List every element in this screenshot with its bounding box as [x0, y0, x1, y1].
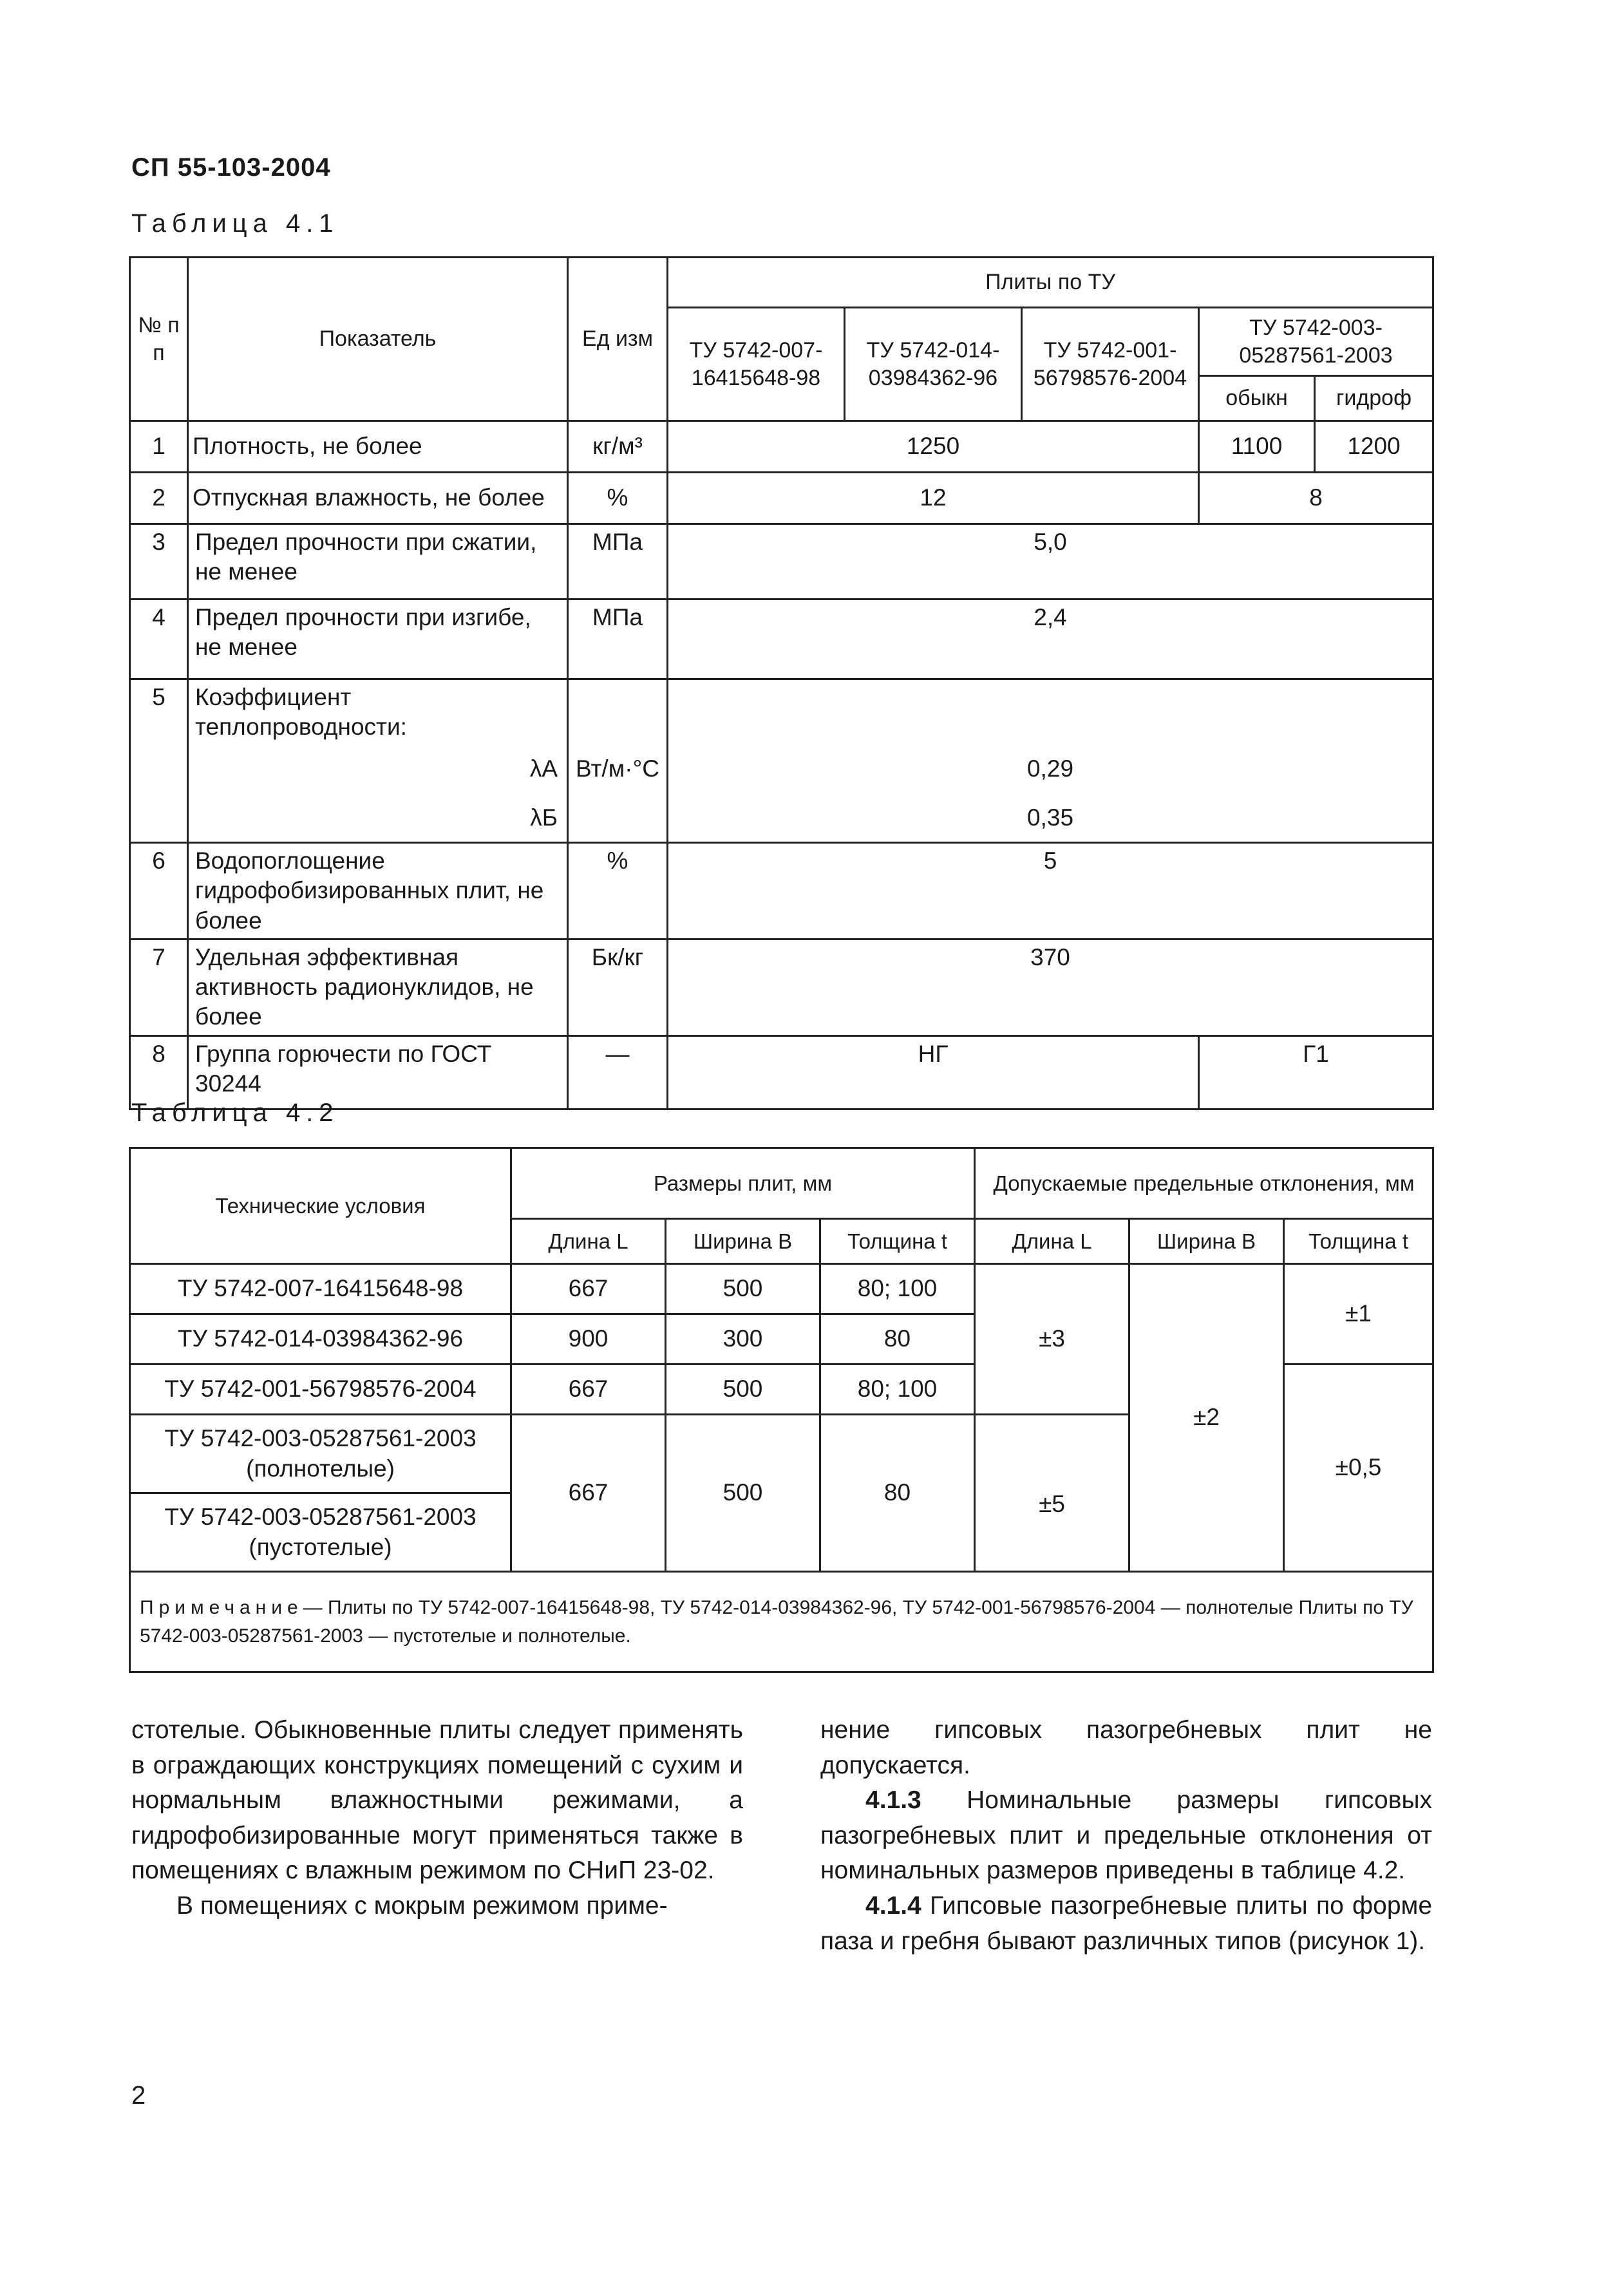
header-tu4-hydrophobic: гидроф	[1315, 376, 1433, 421]
table-note	[130, 1572, 1433, 1672]
header-indicator: Показатель	[188, 258, 568, 421]
table-row	[130, 600, 1433, 679]
body-paragraph: нение гипсовых пазогребневых плит не допускается.	[820, 1716, 1432, 1779]
row-num: 2	[130, 473, 188, 524]
row-width: 300	[666, 1314, 820, 1365]
row-thickness: 80; 100	[820, 1365, 975, 1415]
row-value-tu4: Г1	[1199, 1035, 1433, 1109]
clause-text: Номинальные размеры гипсовых пазогребневых плит и предельные отклонения от номинальных размеров приведены в таблице 4.2.	[820, 1786, 1432, 1885]
header-tech-conditions: Технические условия	[130, 1148, 511, 1264]
document-code: СП 55-103-2004	[131, 153, 331, 182]
row-unit: Вт/м·°С	[568, 745, 668, 794]
row-value: НГ	[668, 1035, 1199, 1109]
row-value: 2,4	[668, 600, 1433, 679]
lambda-a-symbol: λА	[188, 745, 568, 794]
row-length: 667	[511, 1264, 666, 1314]
row-num-blank	[130, 794, 188, 843]
clause-text: Гипсовые пазогребневые плиты по форме паза и гребня бывают различных типов (рисунок 1).	[820, 1891, 1433, 1955]
clause-number: 4.1.3	[865, 1786, 921, 1815]
row-width-merged: 500	[666, 1415, 820, 1572]
row-width: 500	[666, 1264, 820, 1314]
header-length: Длина L	[511, 1219, 666, 1264]
row-thickness-merged: 80	[820, 1415, 975, 1572]
body-paragraph: В помещениях с мокрым режимом приме-	[176, 1891, 668, 1920]
row-tu: ТУ 5742-003-05287561-2003 (пустотелые)	[130, 1493, 511, 1572]
tol-thickness-a: ±1	[1284, 1264, 1433, 1365]
row-indicator: Удельная эффективная активность радионуклидов, не более	[188, 939, 568, 1035]
tol-length-a: ±3	[975, 1264, 1129, 1415]
tol-length-b: ±5	[975, 1415, 1129, 1572]
row-tu: ТУ 5742-014-03984362-96	[130, 1314, 511, 1365]
row-indicator: Группа горючести по ГОСТ 30244	[188, 1035, 568, 1109]
row-value: 5	[668, 843, 1433, 940]
row-num: 5	[130, 679, 188, 745]
row-unit: МПа	[568, 524, 668, 600]
row-value-blank	[668, 679, 1433, 745]
table-row	[130, 473, 1433, 524]
body-right-column	[820, 1713, 1432, 1959]
clause-4-1-4	[820, 1889, 1432, 1959]
header-tu4-ordinary: обыкн	[1199, 376, 1315, 421]
row-num: 7	[130, 939, 188, 1035]
header-tu4: ТУ 5742-003-05287561-2003	[1199, 308, 1433, 376]
header-tu1: ТУ 5742-007-16415648-98	[668, 308, 845, 421]
row-tu: ТУ 5742-003-05287561-2003 (полнотелые)	[130, 1415, 511, 1493]
row-indicator: Плотность, не более	[188, 421, 568, 473]
table-row	[130, 1264, 1433, 1314]
row-num: 1	[130, 421, 188, 473]
table-row	[130, 1035, 1433, 1109]
header-tolerances: Допускаемые предельные отклонения, мм	[975, 1148, 1433, 1219]
row-unit: МПа	[568, 600, 668, 679]
row-indicator: Предел прочности при сжатии, не менее	[188, 524, 568, 600]
table-row	[130, 745, 1433, 794]
note-label: Примечание	[140, 1597, 303, 1618]
row-num: 3	[130, 524, 188, 600]
lambda-b-symbol: λБ	[188, 794, 568, 843]
lambda-b-value: 0,35	[668, 794, 1433, 843]
row-unit: кг/м³	[568, 421, 668, 473]
row-value: 1250	[668, 421, 1199, 473]
body-paragraph: стотелые. Обыкновенные плиты следует применять в ограждающих конструкциях помещений с сухим и нормальным влажностными режимами, а гидрофобизированные могут применяться также в помещениях с влажным режимом по СНиП 23-02.	[131, 1716, 743, 1885]
row-unit: Бк/кг	[568, 939, 668, 1035]
header-tol-length: Длина L	[975, 1219, 1129, 1264]
row-value-tu4: 8	[1199, 473, 1433, 524]
row-tu: ТУ 5742-007-16415648-98	[130, 1264, 511, 1314]
body-left-column	[131, 1713, 743, 1924]
header-width: Ширина B	[666, 1219, 820, 1264]
row-value: 370	[668, 939, 1433, 1035]
row-unit-blank	[568, 794, 668, 843]
row-value: 12	[668, 473, 1199, 524]
clause-4-1-3	[820, 1783, 1432, 1889]
header-tol-width: Ширина B	[1129, 1219, 1284, 1264]
row-thickness: 80	[820, 1314, 975, 1365]
clause-number: 4.1.4	[865, 1891, 921, 1920]
row-unit: %	[568, 473, 668, 524]
row-indicator: Предел прочности при изгибе, не менее	[188, 600, 568, 679]
row-num-blank	[130, 745, 188, 794]
row-indicator: Водопоглощение гидрофобизированных плит, не более	[188, 843, 568, 940]
page-number: 2	[131, 2081, 146, 2110]
row-length: 900	[511, 1314, 666, 1365]
row-indicator: Отпускная влажность, не более	[188, 473, 568, 524]
tol-width: ±2	[1129, 1264, 1284, 1572]
row-length: 667	[511, 1365, 666, 1415]
header-thickness: Толщина t	[820, 1219, 975, 1264]
table2-caption: Таблица 4.2	[131, 1099, 339, 1127]
header-tol-thickness: Толщина t	[1284, 1219, 1433, 1264]
lambda-a-value: 0,29	[668, 745, 1433, 794]
table-4-1	[129, 256, 1434, 1110]
table-row	[130, 524, 1433, 600]
row-unit: %	[568, 843, 668, 940]
row-value: 5,0	[668, 524, 1433, 600]
header-tu3: ТУ 5742-001-56798576-2004	[1022, 308, 1199, 421]
header-plates-group: Плиты по ТУ	[668, 258, 1433, 308]
row-value-hydrophobic: 1200	[1315, 421, 1433, 473]
table-row	[130, 794, 1433, 843]
header-num: № п п	[130, 258, 188, 421]
table-row	[130, 843, 1433, 940]
row-tu: ТУ 5742-001-56798576-2004	[130, 1365, 511, 1415]
header-tu2: ТУ 5742-014-03984362-96	[845, 308, 1022, 421]
row-width: 500	[666, 1365, 820, 1415]
row-length-merged: 667	[511, 1415, 666, 1572]
table-note-row	[130, 1572, 1433, 1672]
row-thickness: 80; 100	[820, 1264, 975, 1314]
row-indicator: Коэффициент теплопроводности:	[188, 679, 568, 745]
row-num: 4	[130, 600, 188, 679]
header-unit: Ед изм	[568, 258, 668, 421]
table-row	[130, 679, 1433, 745]
table-row	[130, 939, 1433, 1035]
row-unit: —	[568, 1035, 668, 1109]
table-4-2	[129, 1147, 1434, 1673]
header-sizes: Размеры плит, мм	[511, 1148, 975, 1219]
row-num: 8	[130, 1035, 188, 1109]
row-unit-blank	[568, 679, 668, 745]
table1-caption: Таблица 4.1	[131, 209, 339, 238]
row-value-ordinary: 1100	[1199, 421, 1315, 473]
table-row	[130, 421, 1433, 473]
note-text: — Плиты по ТУ 5742-007-16415648-98, ТУ 5742-014-03984362-96, ТУ 5742-001-56798576-2004 — полнотелые Плиты по ТУ 5742-003-05287561-2003 — пустотелые и полнотелые.	[140, 1597, 1413, 1647]
row-num: 6	[130, 843, 188, 940]
tol-thickness-b: ±0,5	[1284, 1365, 1433, 1572]
